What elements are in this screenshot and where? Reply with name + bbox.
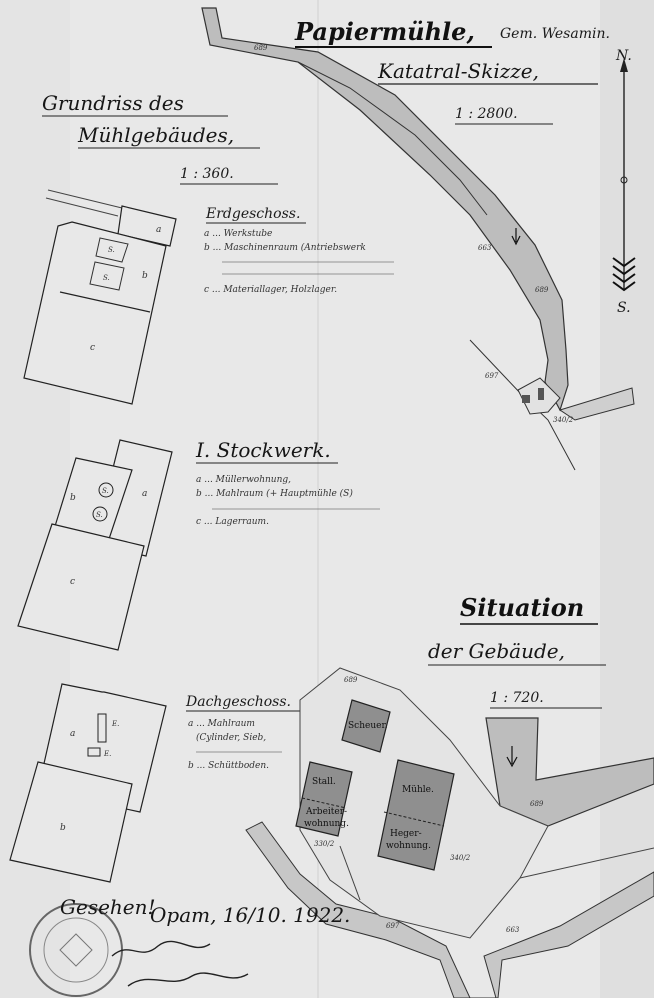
legend-first-a: a ... Müllerwohnung,	[196, 475, 291, 485]
situation-parcel-663: 663	[506, 926, 520, 934]
label-arbeiter-1: Arbeiter-	[306, 807, 348, 817]
legend-attic-a: a ... Mahlraum	[188, 719, 255, 729]
fixture-label-5: E.	[112, 720, 120, 728]
situation-river-label: 689	[530, 800, 544, 808]
situation-parcel-697: 697	[386, 922, 400, 930]
label-arbeiter-2: wohnung.	[304, 819, 349, 829]
room-label-b2: b	[70, 493, 76, 503]
label-scheuer: Scheuer.	[348, 721, 388, 731]
paper-right-shade	[600, 0, 654, 998]
fixture-label-4: S.	[96, 511, 103, 519]
legend-ground-c: c ... Materiallager, Holzlager.	[204, 285, 338, 295]
label-muehle: Mühle.	[402, 785, 434, 795]
floor-title-first: I. Stockwerk.	[196, 438, 331, 462]
north-label: N.	[616, 48, 632, 64]
situation-parcel-330: 330/2	[314, 840, 335, 848]
situation-parcel-689: 689	[344, 676, 358, 684]
signature-note: Gesehen!	[60, 895, 156, 919]
room-label-a3: a	[70, 729, 76, 739]
ground-plan-title-2: Mühlgebäudes,	[78, 123, 235, 147]
fixture-label-1: S.	[108, 246, 115, 254]
situation-title-1: Situation	[460, 593, 585, 622]
legend-ground-a: a ... Werkstube	[204, 229, 273, 239]
small-building-2	[538, 388, 544, 400]
situation-title-2: der Gebäude,	[428, 639, 565, 663]
floor-title-attic: Dachgeschoss.	[186, 694, 291, 710]
label-heger-2: wohnung.	[386, 841, 431, 851]
legend-first-c: c ... Lagerraum.	[196, 517, 269, 527]
situation-scale: 1 : 720.	[490, 690, 544, 706]
fixture-label-3: S.	[102, 487, 109, 495]
legend-first-b: b ... Mahlraum (+ Hauptmühle (S)	[196, 489, 353, 499]
fixture-label-2: S.	[103, 274, 110, 282]
room-label-c: c	[90, 343, 96, 353]
parcel-label-697: 697	[485, 372, 499, 380]
map-scale: 1 : 2800.	[455, 106, 518, 122]
parcel-label-689b: 689	[535, 286, 549, 294]
community-label: Gem. Wesamin.	[500, 26, 610, 42]
parcel-label-689a: 689	[254, 44, 268, 52]
main-title: Papiermühle,	[295, 17, 475, 46]
small-building-1	[522, 395, 530, 403]
ground-plan-scale: 1 : 360.	[180, 166, 234, 182]
fixture-label-6: E.	[104, 750, 112, 758]
map-subtitle: Katatral-Skizze,	[378, 59, 539, 83]
situation-parcel-340: 340/2	[450, 854, 471, 862]
legend-ground-b: b ... Maschinenraum (Antriebswerk	[204, 243, 366, 253]
room-label-a: a	[156, 225, 162, 235]
room-label-a2: a	[142, 489, 148, 499]
parcel-label-340: 340/2	[553, 416, 574, 424]
room-label-b: b	[142, 271, 148, 281]
ground-plan-title-1: Grundriss des	[42, 91, 184, 115]
parcel-label-663: 663	[478, 244, 492, 252]
label-heger-1: Heger-	[390, 829, 422, 839]
legend-attic-b: b ... Schüttboden.	[188, 761, 270, 771]
floor-title-ground: Erdgeschoss.	[206, 206, 301, 222]
signature-place-date: Opam, 16/10. 1922.	[150, 903, 351, 927]
legend-attic-a-detail: (Cylinder, Sieb,	[196, 733, 267, 743]
south-label: S.	[617, 300, 631, 316]
room-label-c2: c	[70, 577, 76, 587]
label-stall: Stall.	[312, 777, 336, 787]
room-label-b3: b	[60, 823, 66, 833]
